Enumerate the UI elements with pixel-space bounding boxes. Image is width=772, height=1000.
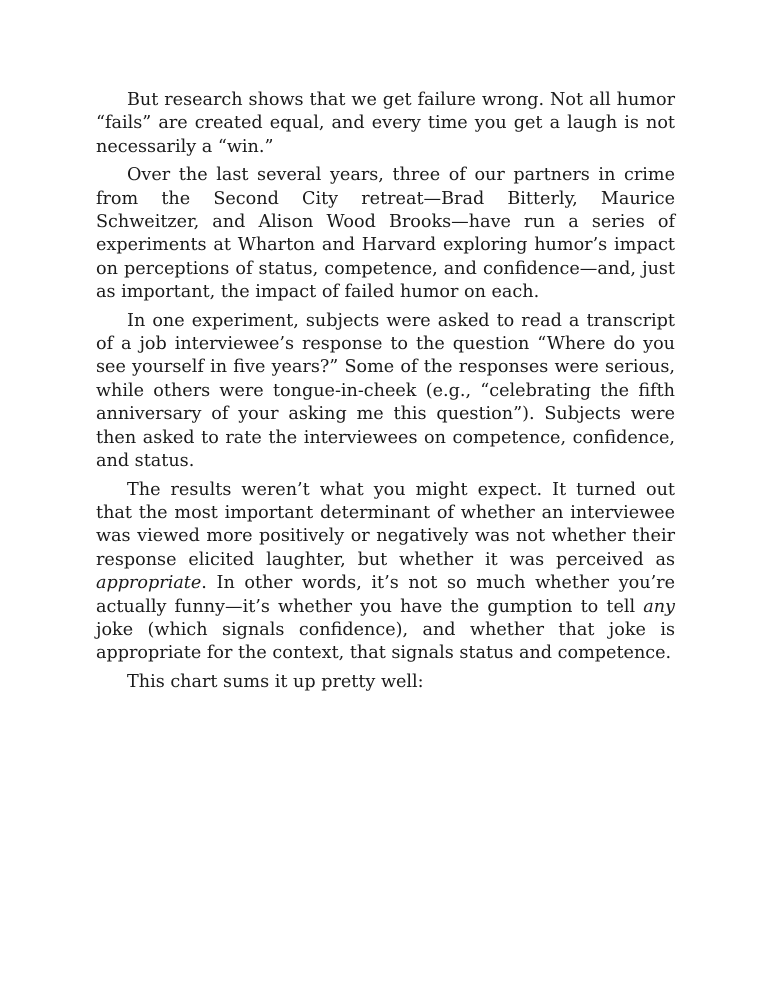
paragraph-text: joke (which signals confidence), and whether that joke is appropriate for the context, that signals status and competence. bbox=[96, 619, 675, 664]
paragraph-text: In one experiment, subjects were asked to read a transcript of a job interviewee’s response to the question “Where do you see yourself in five years?” Some of the responses were serious, while others were tongue-in-cheek (e.g., “celebrating the fifth anniversary of your asking me this question”). Subjects were then asked to rate the interviewees on competence, confidence, and status. bbox=[96, 310, 675, 472]
paragraph-text: But research shows that we get failure wrong. Not all humor “fails” are created equal, and every time you get a laugh is not necessarily a “win.” bbox=[96, 90, 675, 157]
paragraph-failure-wrong bbox=[96, 89, 675, 159]
paragraph-text: . In other words, it’s not so much whether you’re actually funny—it’s whether you have the gumption to tell bbox=[96, 573, 675, 617]
paragraph-chart-intro bbox=[96, 671, 675, 694]
emphasis-any: any bbox=[643, 596, 675, 617]
paragraph-experiments-intro bbox=[96, 164, 675, 304]
paragraph-results bbox=[96, 479, 675, 666]
emphasis-appropriate: appropriate bbox=[96, 573, 202, 594]
paragraph-text: The results weren’t what you might expect. It turned out that the most important determinant of whether an interviewee was viewed more positively or negatively was not whether their response elicited laughter, but whether it was perceived as bbox=[96, 479, 675, 570]
paragraph-interview-experiment bbox=[96, 310, 675, 474]
paragraph-text: Over the last several years, three of our partners in crime from the Second City retreat—Brad Bitterly, Maurice Schweitzer, and Alison Wood Brooks—have run a series of experiments at Wharton and Harvard exploring humor’s impact on perceptions of status, competence, and confidence—and, just as important, the impact of failed humor on each. bbox=[96, 165, 675, 303]
book-page-text bbox=[96, 89, 675, 699]
paragraph-text: This chart sums it up pretty well: bbox=[127, 671, 424, 692]
